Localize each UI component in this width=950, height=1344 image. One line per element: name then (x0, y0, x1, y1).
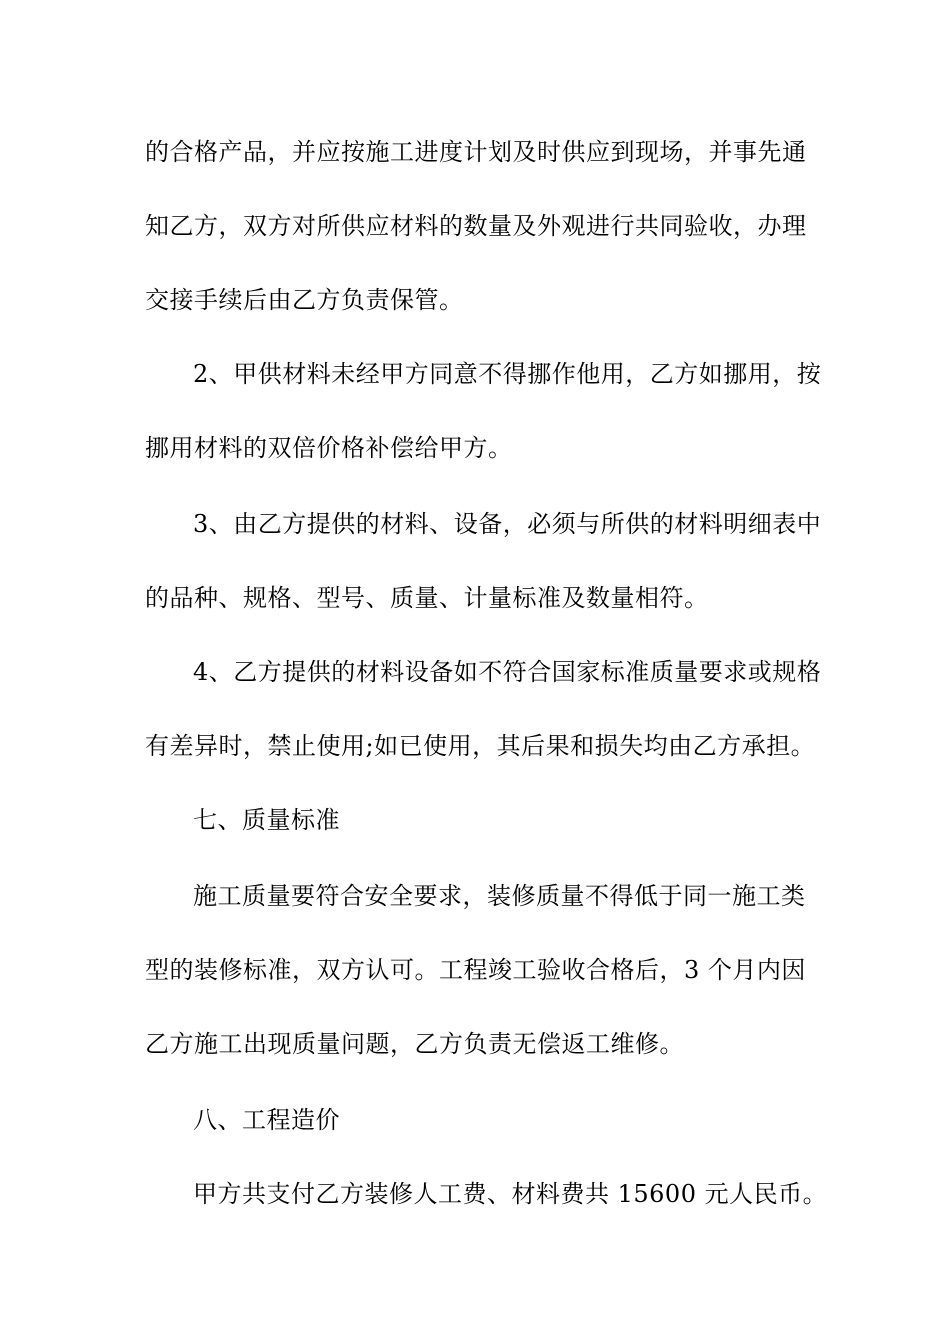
text-line: 挪用材料的双倍价格补偿给甲方。 (145, 434, 513, 462)
text-line: 乙方施工出现质量问题，乙方负责无偿返工维修。 (145, 1030, 684, 1058)
clause-3-line: 3、由乙方提供的材料、设备，必须与所供的材料明细表中 (193, 510, 822, 538)
text-line: 型的装修标准，双方认可。工程竣工验收合格后，3 个月内因 (145, 956, 806, 984)
text-line: 的品种、规格、型号、质量、计量标准及数量相符。 (145, 584, 709, 612)
text-line: 交接手续后由乙方负责保管。 (145, 286, 464, 314)
text-line: 有差异时，禁止使用;如已使用，其后果和损失均由乙方承担。 (145, 732, 816, 760)
clause-4-line: 4、乙方提供的材料设备如不符合国家标准质量要求或规格 (193, 658, 822, 686)
clause-2-line: 2、甲供材料未经甲方同意不得挪作他用，乙方如挪用，按 (193, 360, 822, 388)
section-heading-quality: 七、质量标准 (193, 806, 340, 834)
text-line: 的合格产品，并应按施工进度计划及时供应到现场，并事先通 (145, 138, 807, 166)
paragraph-line: 施工质量要符合安全要求，装修质量不得低于同一施工类 (193, 882, 806, 910)
section-heading-cost: 八、工程造价 (193, 1106, 340, 1134)
paragraph-line: 甲方共支付乙方装修人工费、材料费共 15600 元人民币。 (193, 1180, 828, 1208)
text-line: 知乙方，双方对所供应材料的数量及外观进行共同验收，办理 (145, 212, 807, 240)
